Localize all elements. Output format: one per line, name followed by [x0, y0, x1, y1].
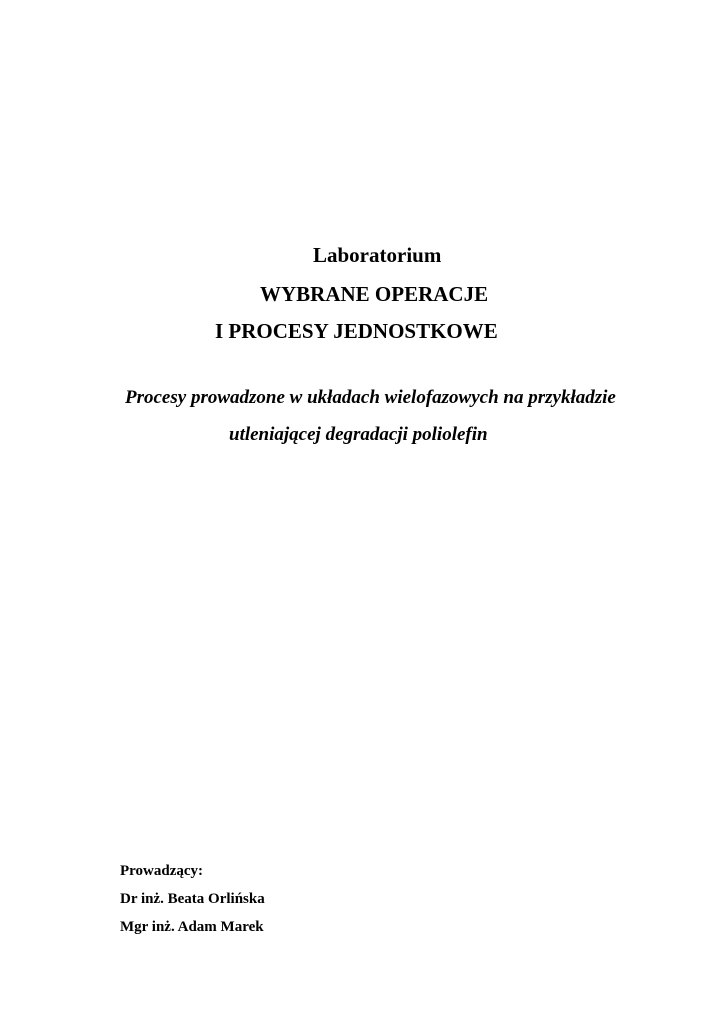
document-title-line-1: Laboratorium — [313, 243, 442, 267]
instructor-name: Dr inż. Beata Orlińska — [120, 891, 265, 907]
document-title-line-2: WYBRANE OPERACJE — [260, 282, 489, 306]
document-subtitle-line-2: utleniającej degradacji poliolefin — [229, 424, 488, 445]
instructor-name: Mgr inż. Adam Marek — [120, 919, 264, 935]
instructors-heading: Prowadzący: — [120, 863, 204, 879]
document-subtitle-line-1: Procesy prowadzone w układach wielofazowych na przykładzie — [125, 387, 616, 408]
document-title-line-3: I PROCESY JEDNOSTKOWE — [215, 319, 498, 343]
